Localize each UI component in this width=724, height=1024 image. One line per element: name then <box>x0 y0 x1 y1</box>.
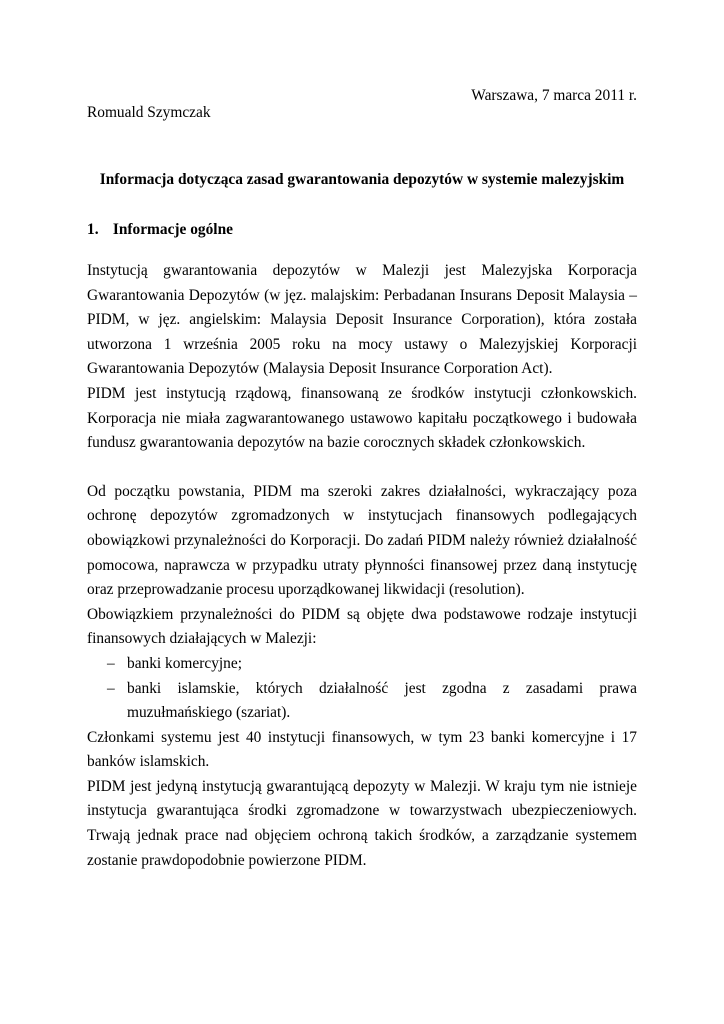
paragraph-funding: PIDM jest instytucją rządową, finansowaną ze środków instytucji członkowskich. Korporacja nie miała zagwarantowanego ustawowo kapitału początkowego i budowała fundusz gwarantowania depozytów na bazie corocznych składek członkowskich. <box>87 384 637 452</box>
paragraph-sole-institution: PIDM jest jedyną instytucją gwarantującą depozyty w Malezji. W kraju tym nie istnieje instytucja gwarantująca środki zgromadzone w towarzystwach ubezpieczeniowych. Trwają jednak prace nad objęciem ochroną takich środków, a zarządzanie systemem zostanie prawdopodobnie powierzone PIDM. <box>87 777 637 869</box>
section-heading <box>87 221 233 239</box>
dash-bullet: – <box>107 654 115 672</box>
document-author: Romuald Szymczak <box>87 104 211 121</box>
paragraph-scope: Od początku powstania, PIDM ma szeroki zakres działalności, wykraczający poza ochronę depozytów zgromadzonych w instytucjach finansowych podlegających obowiązkowi przynależności do Korporacji. Do zadań PIDM należy również działalność pomocowa, naprawcza w przypadku utraty płynności finansowej przez daną instytucję oraz przeprowadzanie procesu uporządkowanej likwidacji (resolution). <box>87 482 637 599</box>
paragraph-institution: Instytucją gwarantowania depozytów w Malezji jest Malezyjska Korporacja Gwarantowania Depozytów (w jęz. malajskim: Perbadanan Insurans Deposit Malaysia – PIDM, w jęz. angielskim: Malaysia Deposit Insurance Corporation), która została utworzona 1 września 2005 roku na mocy ustawy o Malezyjskiej Korporacji Gwarantowania Depozytów (Malaysia Deposit Insurance Corporation Act). <box>87 262 637 378</box>
dash-bullet: – <box>107 679 115 697</box>
document-date: Warszawa, 7 marca 2011 r. <box>471 87 637 104</box>
paragraph-members-count: Członkami systemu jest 40 instytucji finansowych, w tym 23 banki komercyjne i 17 banków islamskich. <box>87 728 637 771</box>
section-number: 1. <box>87 221 99 238</box>
list-item-text: banki islamskie, których działalność jest zgodna z zasadami prawa muzułmańskiego (szariat). <box>127 679 637 722</box>
list-item <box>87 652 637 677</box>
paragraph-membership: Obowiązkiem przynależności do PIDM są objęte dwa podstawowe rodzaje instytucji finansowych działających w Malezji: <box>87 605 637 648</box>
list-item <box>87 677 637 726</box>
list-item-text: banki komercyjne; <box>127 654 242 672</box>
document-title: Informacja dotycząca zasad gwarantowania depozytów w systemie malezyjskim <box>99 171 625 188</box>
institution-type-list <box>87 652 637 726</box>
document-body <box>87 259 637 873</box>
section-title: Informacje ogólne <box>112 221 233 238</box>
